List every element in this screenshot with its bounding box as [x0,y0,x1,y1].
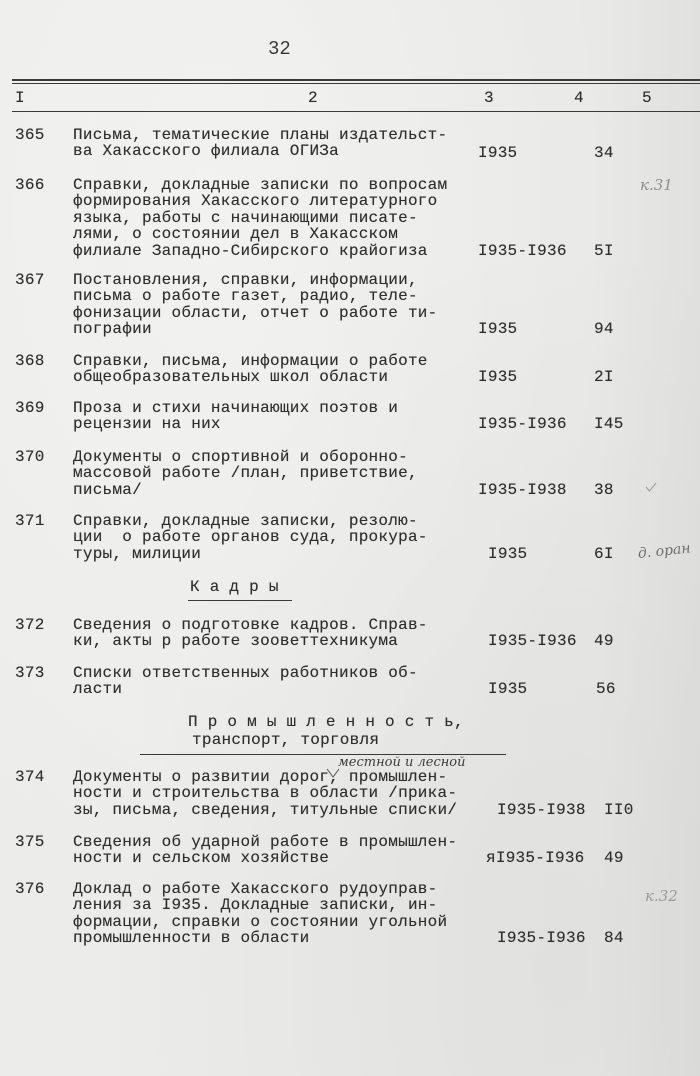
entry-years: I935-I938 [497,801,586,819]
entry-number: 368 [15,352,45,370]
entry-sheet-count: 34 [594,144,614,162]
inventory-entry [0,353,700,387]
entry-years: I935 [488,680,528,698]
entry-years: I935-I936 [497,929,586,947]
entry-sheet-count: 6I [594,545,614,563]
entry-description: Документы о развитии дорог, промышлен- ности и строительства в области /прика- зы, письма, сведения, титульные списки/ [73,768,458,819]
entry-years: I935-I938 [478,481,567,499]
section-heading-personnel: К а д р ы [190,578,279,596]
entry-number: 376 [15,880,45,898]
handwritten-insertion: местной и лесной [338,755,466,770]
inventory-entry [0,834,700,868]
inventory-entry [0,400,700,434]
inventory-entry [0,665,700,699]
entry-description: Проза и стихи начинающих поэтов и рецензии на них [73,399,399,434]
entry-sheet-count: 5I [594,242,614,260]
entry-sheet-count: 49 [604,849,624,867]
entry-years: I935 [478,144,518,162]
column-header-sheets: 4 [574,89,584,107]
entry-sheet-count: 2I [594,368,614,386]
margin-note-box-31: к.31 [640,176,673,194]
entry-sheet-count: 38 [594,481,614,499]
checkmark-icon [645,481,657,493]
entry-years: I935 [488,545,528,563]
inventory-entry [0,449,700,500]
column-header-title: 2 [308,89,318,107]
entry-number: 373 [15,664,45,682]
entry-description: Справки, письма, информации о работе общеобразовательных школ области [73,352,428,387]
entry-sheet-count: 56 [596,680,616,698]
entry-description: Постановления, справки, информации, письма о работе газет, радио, теле- фонизации области, отчет о работе ти- пографии [73,271,438,339]
column-header-number: I [15,89,25,107]
entry-number: 375 [15,833,45,851]
column-header-notes: 5 [642,89,652,107]
entry-description: Сведения о подготовке кадров. Справ- ки, акты р работе зооветтехникума [73,616,428,651]
entry-number: 365 [15,126,45,144]
inventory-entry [0,513,700,564]
inventory-entry [0,272,700,340]
entry-description: Сведения об ударной работе в промышлен- ности и сельском хозяйстве [73,833,458,868]
entry-years: I935-I936 [488,632,577,650]
entry-description: Справки, докладные записки по вопросам формирования Хакасского литературного языка, работы с начинающими писате- лями, о состоянии дел в Хакасском филиале Западно-Сибирского крайогиза [73,176,448,260]
section-heading-industry: П р о м ы ш л е н н о с т ь, [188,713,464,731]
entry-years: I935 [478,368,518,386]
header-top-rule [12,79,700,81]
entry-description: Доклад о работе Хакасского рудоуправ- ления за I935. Докладные записки, ин- формации, справки о состоянии угольной промышленности в области [73,880,448,948]
inventory-entry [0,769,700,820]
entry-number: 371 [15,512,45,530]
entry-years: I935 [478,320,518,338]
entry-number: 374 [15,768,45,786]
header-top-rule-second [12,83,700,84]
margin-note-box-32: к.32 [645,887,678,905]
entry-description: Справки, докладные записки, резолю- ции о работе органов суда, прокура- туры, милиции [73,512,428,563]
inventory-entry [0,881,700,949]
entry-number: 367 [15,271,45,289]
entry-number: 366 [15,176,45,194]
section-heading-industry-subtitle: транспорт, торговля [192,731,380,749]
margin-note-organs: д. оран [637,540,692,562]
inventory-entry [0,617,700,651]
entry-number: 372 [15,616,45,634]
inventory-entry [0,127,700,163]
entry-years: I935-I936 [478,415,567,433]
header-bottom-rule [12,111,700,112]
entry-sheet-count: 84 [604,929,624,947]
entry-number: 369 [15,399,45,417]
inventory-entry [0,177,700,261]
entry-sheet-count: II0 [604,801,634,819]
entry-description: Списки ответственных работников об- ласти [73,664,418,699]
entry-sheet-count: I45 [594,415,624,433]
entry-sheet-count: 49 [594,632,614,650]
column-header-dates: 3 [484,89,494,107]
entry-years: яI935-I936 [486,849,585,867]
entry-sheet-count: 94 [594,320,614,338]
entry-description: Письма, тематические планы издательст- ва Хакасского филиала ОГИЗа [73,126,448,161]
entry-number: 370 [15,448,45,466]
entry-years: I935-I936 [478,242,567,260]
entry-description: Документы о спортивной и оборонно- массовой работе /план, приветствие, письма/ [73,448,418,499]
section-heading-underline [188,600,292,601]
page-number: 32 [268,38,291,60]
